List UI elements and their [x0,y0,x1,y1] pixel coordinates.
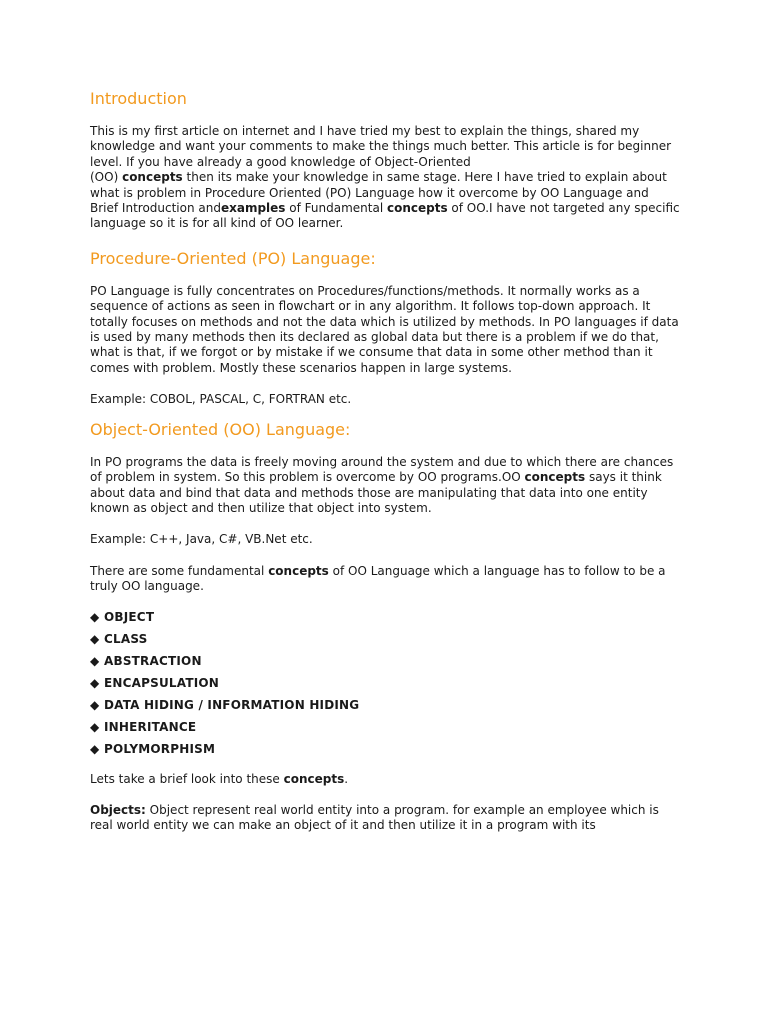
oo-language-heading: Object-Oriented (OO) Language: [90,419,351,439]
list-item: ◆ INHERITANCE [90,716,680,738]
po-example: Example: COBOL, PASCAL, C, FORTRAN etc. [90,392,352,407]
po-language-heading: Procedure-Oriented (PO) Language: [90,248,376,268]
objects-label: Objects: [90,802,146,817]
diamond-bullet-icon: ◆ [90,653,100,668]
diamond-bullet-icon: ◆ [90,631,100,646]
diamond-bullet-icon: ◆ [90,675,100,690]
introduction-heading: Introduction [90,89,187,108]
keyword-concepts: concepts [268,563,329,578]
diamond-bullet-icon: ◆ [90,697,100,712]
intro-text-3: then its make your knowledge in same stage. Here I have tried to explain about what is problem in Procedure Oriented (PO) Language how it overcome by OO Language and Brief Introduction and [90,170,667,216]
list-item: ◆ OBJECT [90,606,680,628]
brief-look-paragraph: Lets take a brief look into these concepts. [90,771,349,786]
diamond-bullet-icon: ◆ [90,719,100,734]
keyword-examples: examples [220,201,286,216]
list-item: ◆ DATA HIDING / INFORMATION HIDING [90,694,680,716]
objects-paragraph [90,803,680,834]
po-paragraph: PO Language is fully concentrates on Procedures/functions/methods. It normally works as a sequence of actions as seen in flowchart or in any algorithm. It follows top-down approach. It totally focuses on methods and not the data which is utilized by methods. In PO languages if data is used by many methods then its declared as global data but there is a problem if we do that, what is that, if we forgot or by mistake if we consume that data in some other method than it comes with problem. Mostly these scenarios happen in large systems. [90,283,679,375]
intro-text-2: (OO) [90,170,123,185]
keyword-concepts: concepts [386,201,448,216]
oo-text-1: In PO programs the data is freely moving around the system and due to which there are chances of problem in system. So this problem is overcome by OO programs.OO [90,454,674,485]
oo-concepts-text-2: of OO Language which a language has to follow to be a truly OO language. [90,563,666,594]
concept-list [90,606,680,760]
keyword-concepts: concepts [122,170,183,185]
oo-paragraph [90,455,680,517]
intro-text-5: of OO.I have not targeted any specific language so it is for all kind of OO learner. [90,201,680,231]
objects-text: Object represent real world entity into a program. for example an employee which is real world entity we can make an object of it and then utilize it in a program with its [90,802,659,833]
list-item: ◆ ENCAPSULATION [90,672,680,694]
document-page [90,88,680,850]
oo-example: Example: C++, Java, C#, VB.Net etc. [90,532,313,547]
diamond-bullet-icon: ◆ [90,609,100,624]
oo-concepts-text-1: There are some fundamental [90,563,269,578]
keyword-concepts: concepts [283,771,345,786]
oo-text-2: says it think about data and bind that data and methods those are manipulating that data into one entity known as object and then utilize that object into system. [90,470,662,515]
intro-paragraph [90,124,680,232]
keyword-concepts: concepts [524,470,586,485]
list-item: ◆ ABSTRACTION [90,650,680,672]
list-item: ◆ CLASS [90,628,680,650]
list-item: ◆ POLYMORPHISM [90,738,680,760]
intro-text-4: of Fundamental [285,201,387,216]
oo-concepts-intro [90,564,680,595]
intro-text-1: This is my first article on internet and I have tried my best to explain the things, shared my knowledge and want your comments to make the things much better. This article is for beginner level. If you have already a good knowledge of Object-Oriented [90,124,672,169]
diamond-bullet-icon: ◆ [90,741,100,756]
